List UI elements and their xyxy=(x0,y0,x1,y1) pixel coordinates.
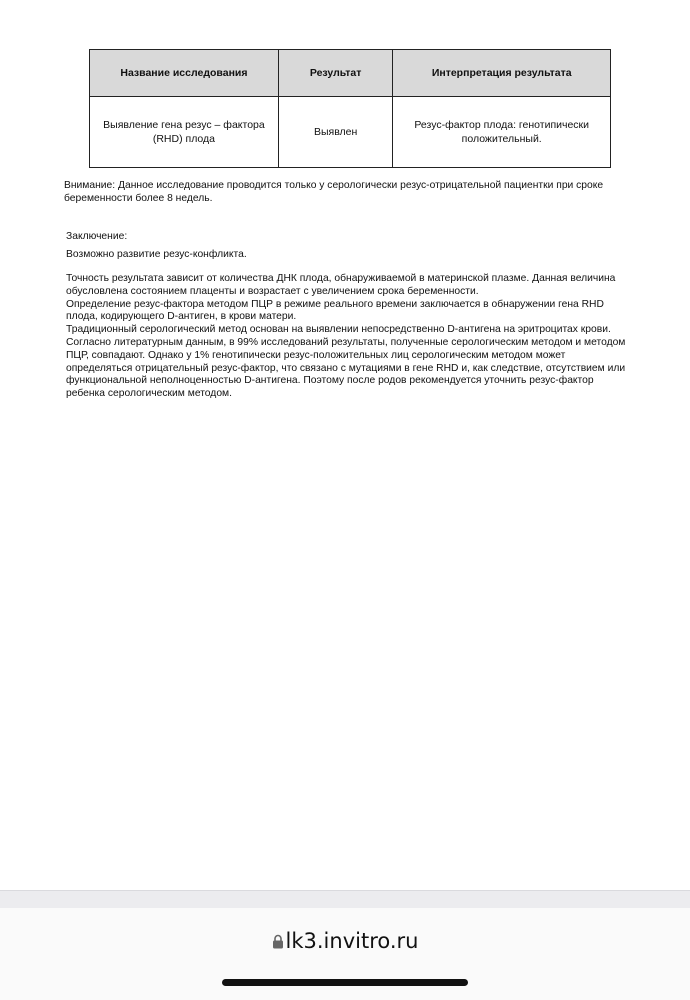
results-table xyxy=(89,49,611,168)
cell-interpretation: Резус-фактор плода: генотипически положительный. xyxy=(393,97,611,168)
header-result: Результат xyxy=(278,50,393,97)
browser-address-bar[interactable] xyxy=(0,908,690,1000)
cell-result: Выявлен xyxy=(278,97,393,168)
explanation-text xyxy=(66,273,626,401)
page-divider xyxy=(0,890,690,909)
table-row xyxy=(90,97,611,168)
header-interpretation: Интерпретация результата xyxy=(393,50,611,97)
attention-note: Внимание: Данное исследование проводится только у серологически резус-отрицательной пациентки при сроке беременности более 8 недель. xyxy=(64,180,604,204)
home-indicator[interactable] xyxy=(222,979,468,986)
paragraph-accuracy: Точность результата зависит от количества ДНК плода, обнаруживаемой в материнской плазме. Данная величина обусловлена состоянием плаценты и возрастает с увеличением срока беременности. xyxy=(66,273,616,297)
conclusion-title: Заключение: xyxy=(66,231,128,242)
paragraph-literature: Согласно литературным данным, в 99% исследований результаты, полученные серологическим методом и методом ПЦР, совпадают. Однако у 1% генотипически резус-положительных лиц серологическим методом может определяться отрицательный резус-фактор, что связано с мутациями в гене RHD и, как следствие, отсутствием или функциональной неполноценностью D-антигена. Поэтому после родов рекомендуется уточнить резус-фактор ребенка серологическим методом. xyxy=(66,336,626,400)
lock-icon xyxy=(272,934,284,949)
table-header-row xyxy=(90,50,611,97)
cell-test-name: Выявление гена резус – фактора (RHD) плода xyxy=(90,97,279,168)
header-test-name: Название исследования xyxy=(90,50,279,97)
paragraph-serological-method: Традиционный серологический метод основан на выявлении непосредственно D-антигена на эритроцитах крови. xyxy=(66,324,611,336)
paragraph-pcr-method: Определение резус-фактора методом ПЦР в режиме реального времени заключается в обнаружении гена RHD плода, кодирующего D-антиген, в крови матери. xyxy=(66,298,604,323)
url-text: lk3.invitro.ru xyxy=(285,929,419,953)
url-display[interactable] xyxy=(0,929,690,953)
conclusion-text: Возможно развитие резус-конфликта. xyxy=(66,249,247,260)
